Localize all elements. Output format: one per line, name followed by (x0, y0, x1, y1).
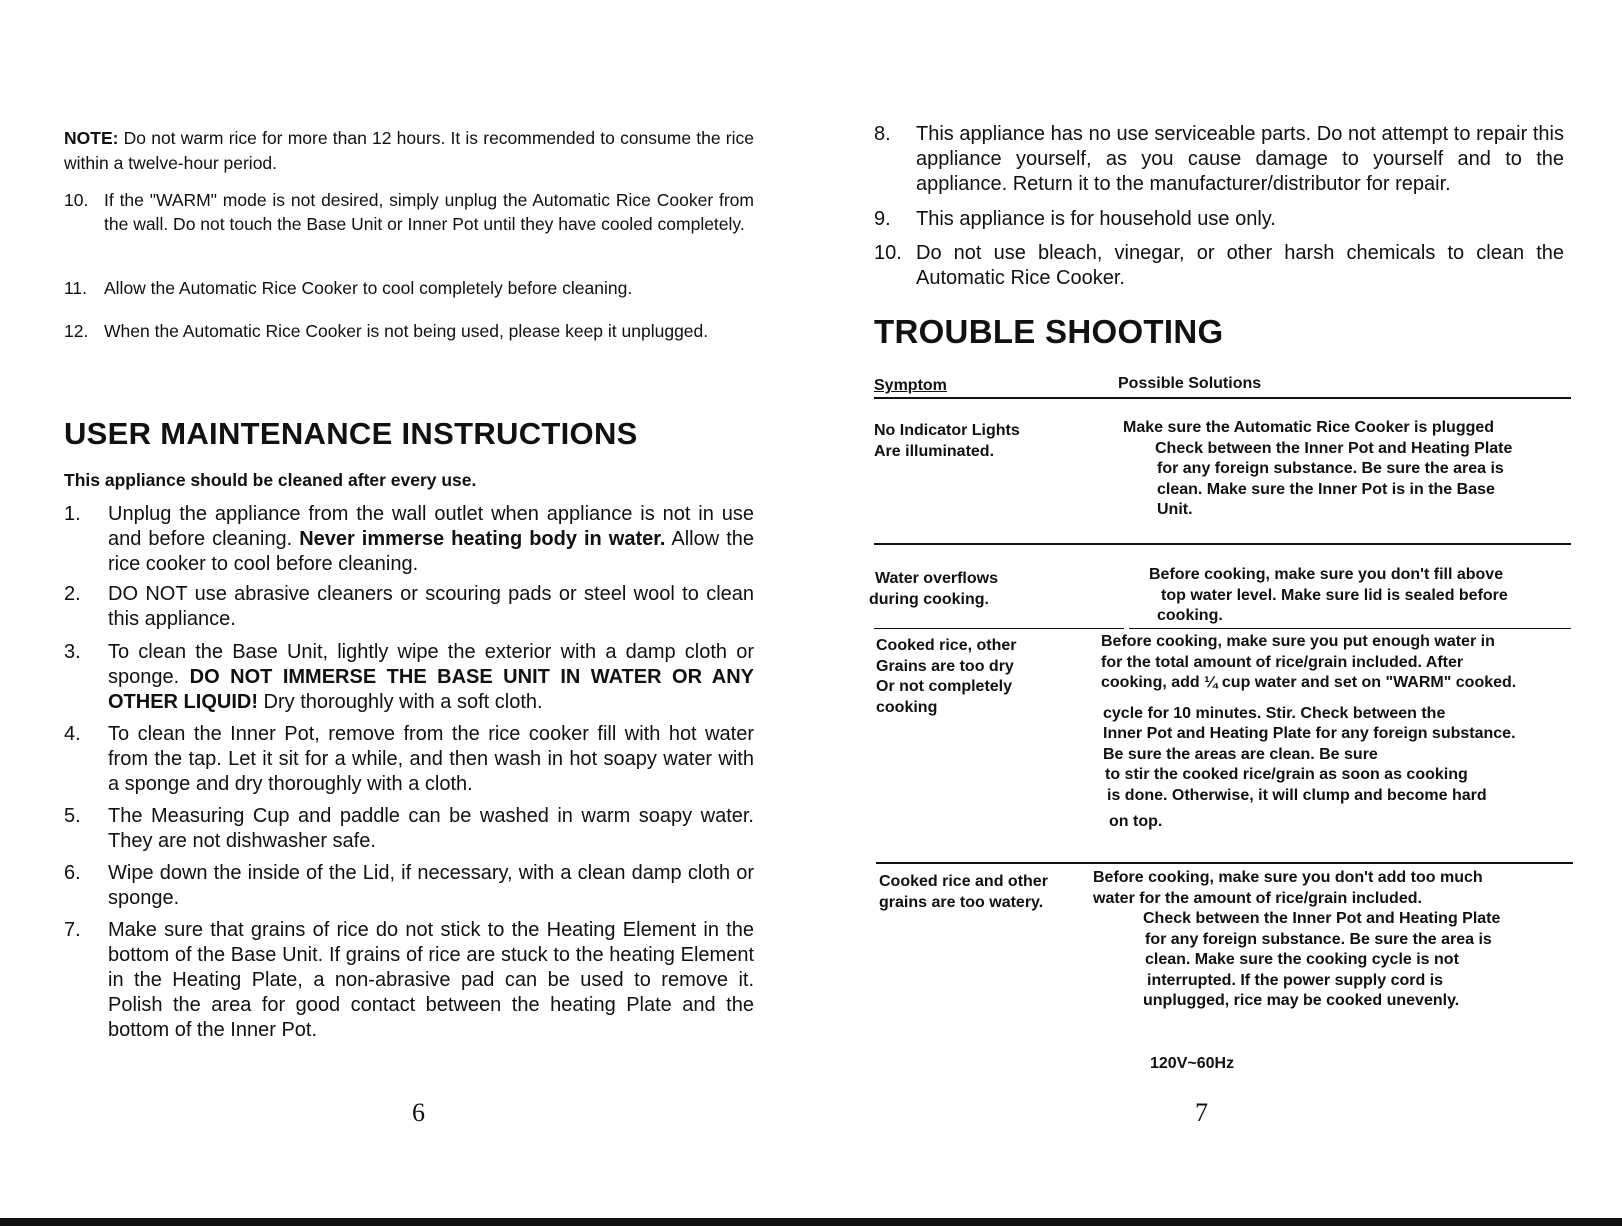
solution-line: cycle for 10 minutes. Stir. Check between the (1103, 704, 1446, 722)
maintenance-subheading: This appliance should be cleaned after every use. (64, 470, 477, 490)
symptom-line: Are illuminated. (874, 442, 995, 460)
solution-line: interrupted. If the power supply cord is (1147, 971, 1444, 989)
list-item (64, 319, 754, 343)
page-number: 7 (1195, 1098, 1208, 1127)
symptom-cell (879, 872, 1048, 913)
note-paragraph (64, 126, 754, 176)
item-number: 6. (64, 862, 81, 884)
solution-line: Before cooking, make sure you don't fill above (1149, 566, 1504, 583)
solution-cell (1149, 565, 1508, 627)
list-item (64, 918, 754, 1043)
item-number: 7. (64, 919, 81, 941)
solution-line: clean. Make sure the cooking cycle is not (1145, 951, 1459, 968)
item-number: 11. (64, 278, 88, 298)
solution-line: Before cooking, make sure you don't add too much (1093, 869, 1483, 886)
symptom-cell (874, 421, 1020, 462)
item-number: 1. (64, 503, 81, 525)
item-text: To clean the Inner Pot, remove from the rice cooker fill with hot water from the tap. Let it sit for a while, and then wash in hot soapy water with a sponge and dry thoroughly with a cloth. (108, 723, 754, 795)
symptom-cell (876, 636, 1016, 718)
solution-line: Unit. (1157, 501, 1193, 518)
item-text: Make sure that grains of rice do not stick to the Heating Element in the bottom of the Base Unit. If grains of rice are stuck to the heating Element in the Heating Plate, a non-abrasive pad can be used to remove it. Polish the area for good contact between the heating Plate and the bottom of the Inner Pot. (108, 919, 754, 1041)
solution-line: Before cooking, make sure you put enough water in (1101, 633, 1495, 650)
troubleshooting-heading: TROUBLE SHOOTING (874, 313, 1224, 350)
solution-line: Check between the Inner Pot and Heating Plate (1155, 439, 1513, 457)
solution-line: clean. Make sure the Inner Pot is in the Base (1157, 480, 1495, 498)
item-text: Allow the Automatic Rice Cooker to cool completely before cleaning. (104, 278, 633, 298)
row-divider (874, 543, 1571, 545)
item-number: 12. (64, 321, 89, 341)
item-text: When the Automatic Rice Cooker is not being used, please keep it unplugged. (104, 321, 709, 341)
item-number: 5. (64, 805, 81, 827)
item-number: 4. (64, 723, 81, 745)
solution-line: cooking, add ¼ cup water and set on "WARM" cooked. (1101, 674, 1517, 691)
scan-edge (0, 1218, 1622, 1226)
solution-line: for the total amount of rice/grain included. After (1101, 653, 1464, 671)
item-warning: DO NOT IMMERSE THE BASE UNIT IN WATER OR ANY OTHER LIQUID! (108, 666, 754, 713)
list-item (64, 640, 754, 715)
page-number: 6 (412, 1098, 425, 1127)
symptom-line: grains are too watery. (879, 893, 1044, 911)
item-text: Allow the rice cooker to cool before cleaning. (108, 528, 755, 575)
maintenance-heading: USER MAINTENANCE INSTRUCTIONS (64, 416, 638, 451)
solution-line: Be sure the areas are clean. Be sure (1103, 745, 1378, 763)
note-text: Do not warm rice for more than 12 hours. It is recommended to consume the rice within a twelve-hour period. (64, 128, 754, 173)
row-divider (874, 628, 1124, 629)
item-text: To clean the Base Unit, lightly wipe the exterior with a damp cloth or sponge. (108, 641, 754, 688)
symptom-line: No Indicator Lights (874, 422, 1020, 439)
item-number: 10. (874, 242, 902, 264)
list-item (64, 502, 754, 577)
item-number: 10. (64, 190, 89, 210)
item-text: The Measuring Cup and paddle can be washed in warm soapy water. They are not dishwasher safe. (108, 805, 754, 852)
list-item (874, 122, 1564, 197)
solution-line: Check between the Inner Pot and Heating Plate (1143, 910, 1501, 927)
solution-line: Make sure the Automatic Rice Cooker is plugged (1123, 419, 1495, 436)
solution-line: top water level. Make sure lid is sealed before (1161, 586, 1508, 604)
solution-line: Inner Pot and Heating Plate for any foreign substance. (1103, 725, 1516, 742)
list-item (874, 241, 1564, 291)
column-header-symptom: Symptom (874, 377, 947, 394)
list-item (64, 722, 754, 797)
list-item (64, 582, 754, 632)
list-item (64, 804, 754, 854)
right-page (811, 0, 1622, 1226)
list-item (64, 861, 754, 911)
solution-cell (1093, 868, 1500, 1012)
item-number: 9. (874, 208, 891, 230)
row-divider (1129, 628, 1571, 629)
solution-line: for any foreign substance. Be sure the area is (1145, 930, 1492, 948)
item-text: Dry thoroughly with a soft cloth. (258, 691, 543, 713)
item-text: Wipe down the inside of the Lid, if necessary, with a clean damp cloth or sponge. (108, 862, 754, 909)
solution-cell (1123, 418, 1512, 521)
item-text: This appliance has no use serviceable parts. Do not attempt to repair this appliance yourself, as you cause damage to yourself and to the appliance. Return it to the manufacturer/distributor for repair. (916, 123, 1564, 195)
symptom-line: Water overflows (875, 570, 998, 587)
symptom-line: cooking (876, 698, 938, 716)
symptom-line: Grains are too dry (876, 657, 1014, 675)
item-text: DO NOT use abrasive cleaners or scouring pads or steel wool to clean this appliance. (108, 583, 754, 630)
solution-line: on top. (1109, 813, 1163, 830)
solution-line: cooking. (1157, 607, 1223, 624)
item-text: If the "WARM" mode is not desired, simply unplug the Automatic Rice Cooker from the wall. Do not touch the Base Unit or Inner Pot until they have cooled completely. (104, 190, 754, 234)
solution-line: water for the amount of rice/grain included. (1093, 889, 1422, 907)
list-item (874, 207, 1564, 232)
solution-line: to stir the cooked rice/grain as soon as cooking (1105, 766, 1468, 783)
table-header-rule (874, 397, 1571, 399)
symptom-line: Or not completely (876, 678, 1013, 695)
voltage-rating: 120V~60Hz (1150, 1055, 1235, 1072)
symptom-line: Cooked rice, other (876, 637, 1017, 654)
row-divider (876, 862, 1573, 864)
symptom-line: Cooked rice and other (879, 873, 1048, 890)
symptom-line: during cooking. (869, 590, 989, 608)
item-text: This appliance is for household use only. (916, 208, 1276, 230)
item-number: 2. (64, 583, 81, 605)
column-header-solutions: Possible Solutions (1118, 375, 1262, 392)
solution-line: unplugged, rice may be cooked unevenly. (1143, 992, 1460, 1009)
solution-line: for any foreign substance. Be sure the area is (1157, 460, 1504, 477)
note-label: NOTE: (64, 128, 119, 148)
item-text: Do not use bleach, vinegar, or other harsh chemicals to clean the Automatic Rice Cooker. (916, 242, 1564, 289)
solution-line: is done. Otherwise, it will clump and become hard (1107, 786, 1487, 804)
item-number: 8. (874, 123, 891, 145)
list-item (64, 276, 754, 300)
item-text: Unplug the appliance from the wall outlet when appliance is not in use and before cleaning. (108, 503, 754, 550)
item-warning: Never immerse heating body in water. (299, 528, 666, 550)
symptom-cell (869, 569, 998, 610)
list-item (64, 188, 754, 236)
item-number: 3. (64, 641, 81, 663)
solution-cell (1101, 632, 1516, 833)
